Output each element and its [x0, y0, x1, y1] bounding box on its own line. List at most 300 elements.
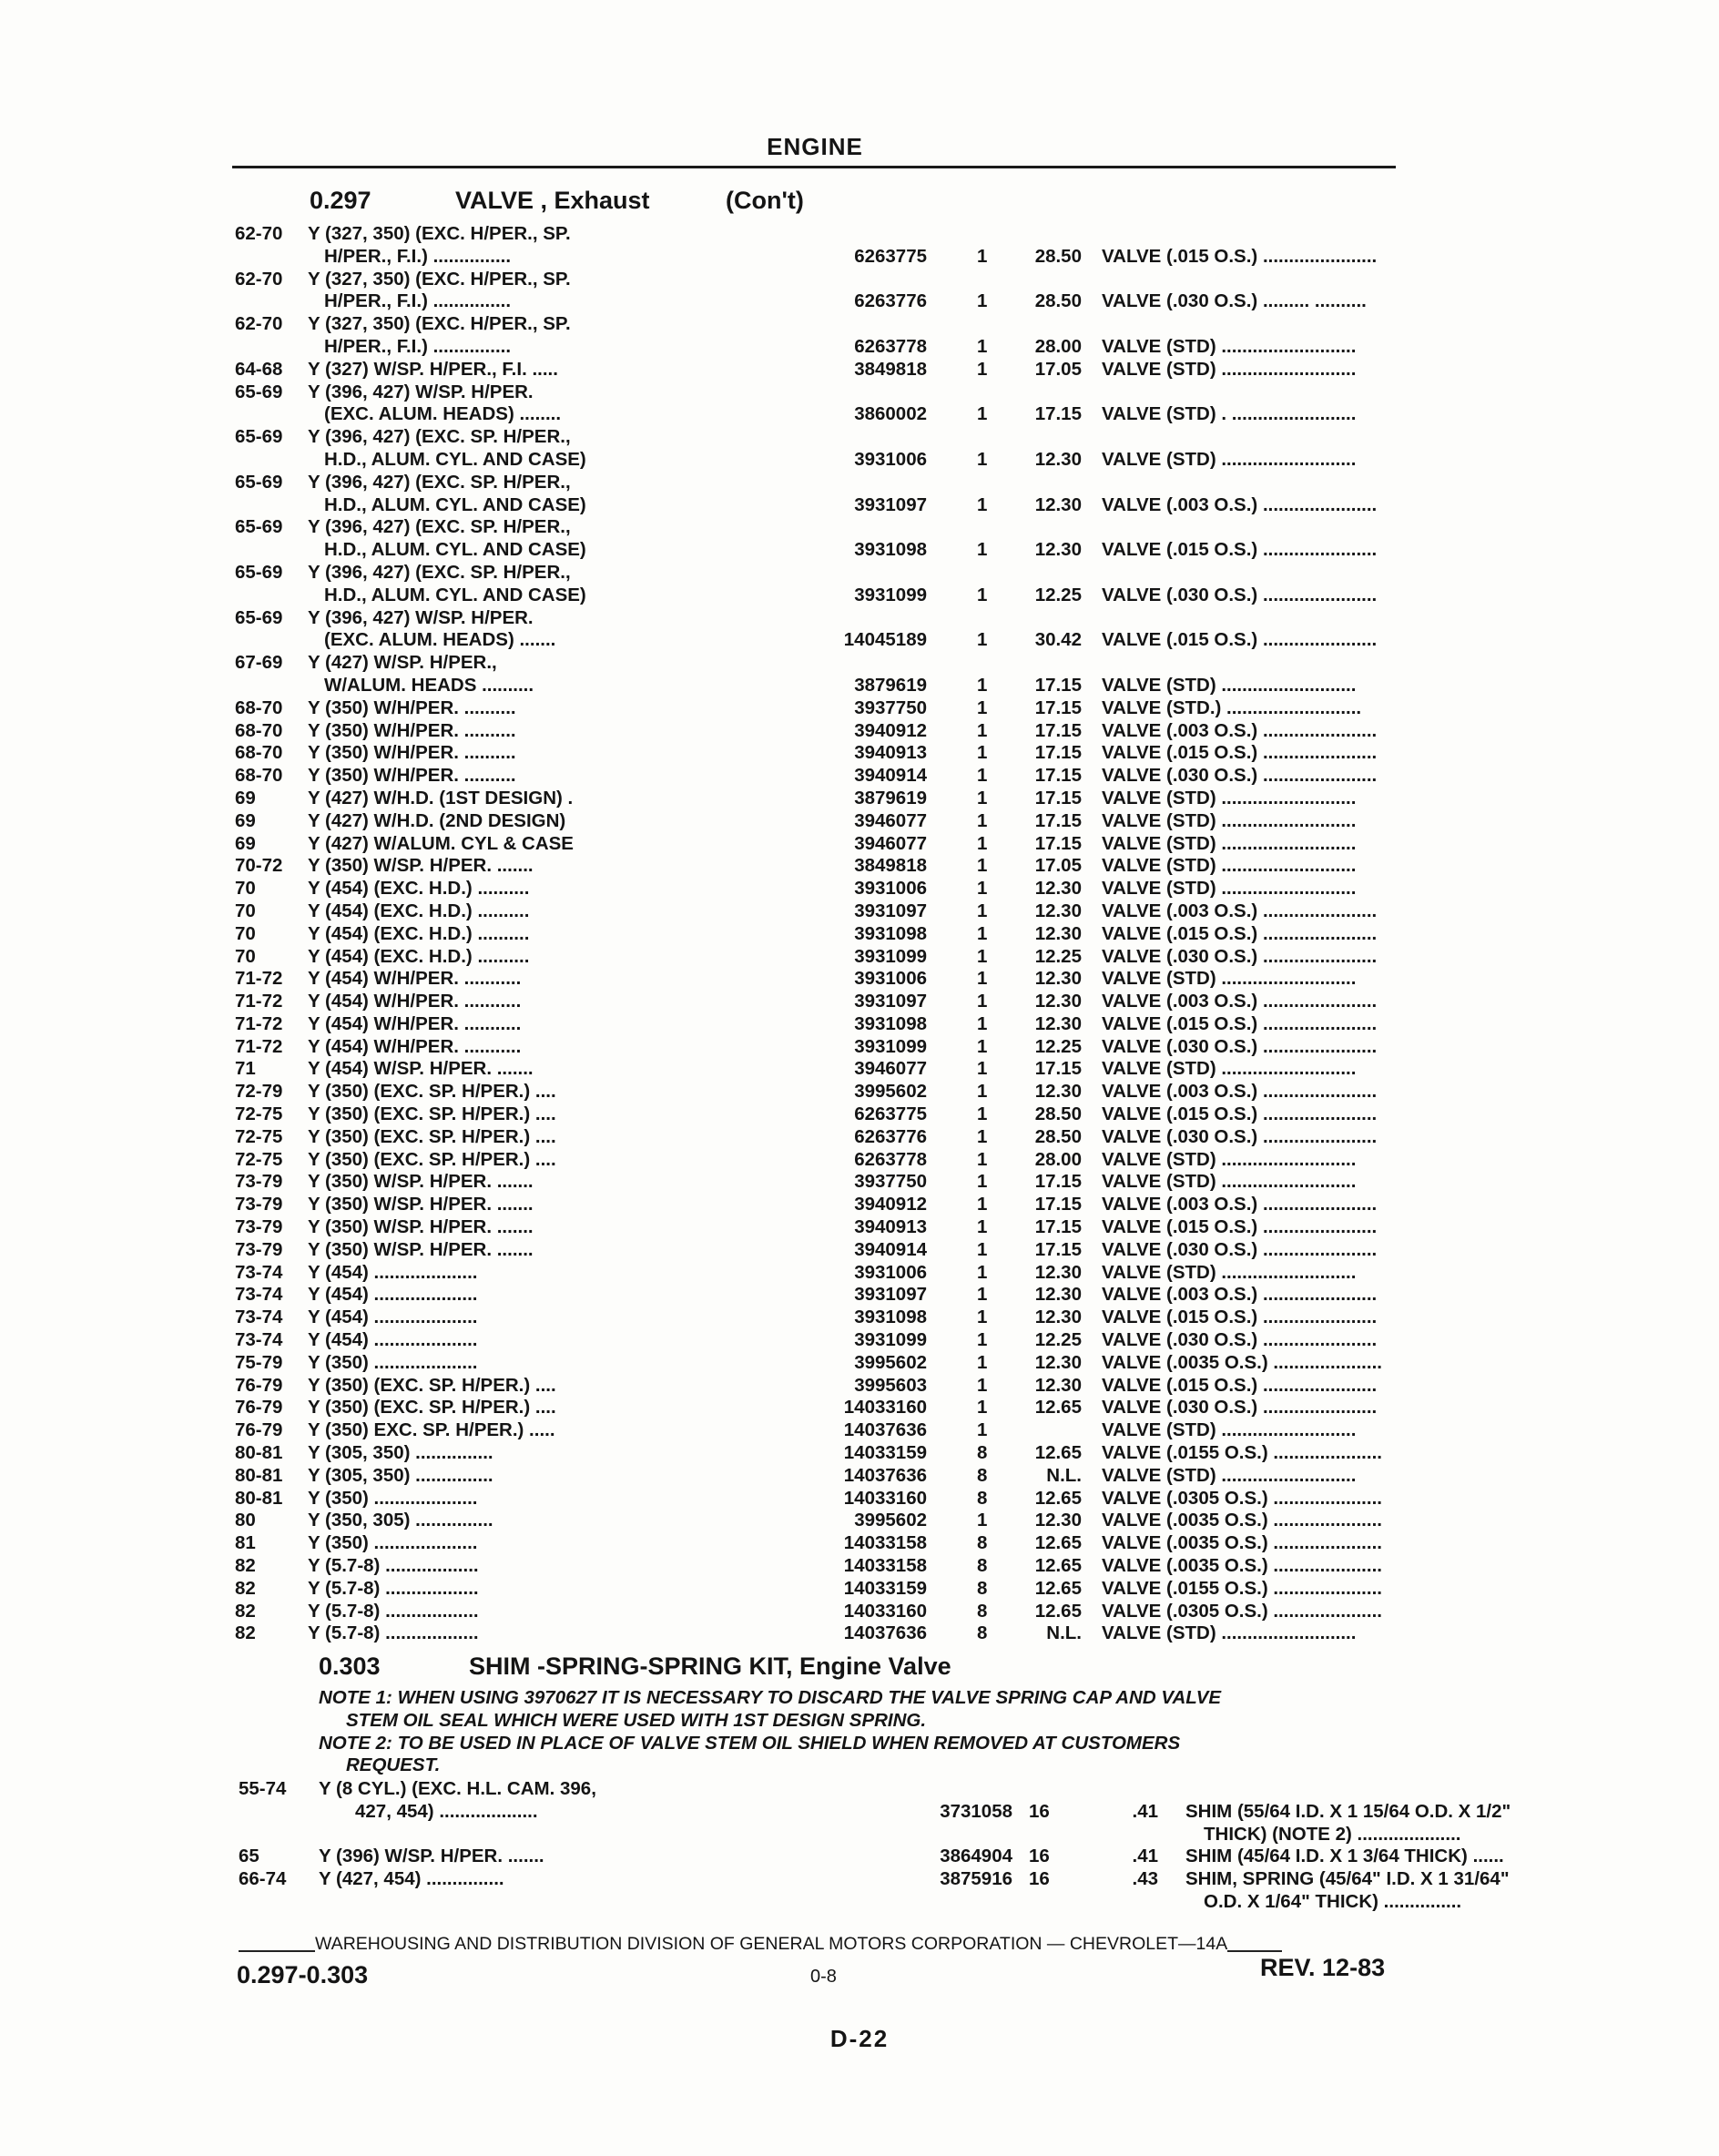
price: 12.65: [1034, 1397, 1082, 1419]
part-number: 3931097: [854, 991, 927, 1012]
table-row: [235, 381, 1409, 404]
part-number: 3879619: [854, 674, 927, 696]
table-row: [235, 1171, 1409, 1194]
quantity: 1: [977, 991, 988, 1012]
item-description: VALVE (.030 O.S.) ......................: [1102, 1397, 1378, 1419]
table-row: [235, 1601, 1409, 1623]
item-description: VALVE (STD) ..........................: [1102, 448, 1357, 470]
part-number: 6263775: [854, 1103, 927, 1125]
quantity: 1: [977, 922, 988, 944]
page-header: ENGINE: [767, 133, 863, 160]
part-number: 14033158: [843, 1532, 927, 1554]
table-row: [235, 675, 1409, 697]
model-year: 62-70: [235, 313, 283, 335]
quantity: 1: [977, 787, 988, 808]
application: Y (396) W/SP. H/PER. .......: [319, 1846, 544, 1867]
item-description: VALVE (STD) ..........................: [1102, 878, 1357, 900]
table-row: [235, 900, 1409, 923]
price: 28.50: [1034, 1125, 1082, 1147]
part-number: 3931098: [854, 1012, 927, 1034]
part-number: 3931098: [854, 1307, 927, 1328]
model-year: 73-74: [235, 1284, 283, 1306]
quantity: 8: [977, 1487, 988, 1509]
table-row: [235, 494, 1409, 517]
price: 12.25: [1034, 1329, 1082, 1351]
quantity: 1: [977, 1351, 988, 1373]
application: Y (350) ....................: [308, 1532, 478, 1554]
model-year: 66-74: [239, 1868, 287, 1890]
quantity: 1: [977, 403, 988, 425]
application: Y (350) ....................: [308, 1351, 478, 1373]
application: H/PER., F.I.) ...............: [324, 245, 512, 267]
footer-center-code: 0-8: [810, 1967, 837, 1987]
application: H/PER., F.I.) ...............: [324, 335, 512, 357]
price: 17.15: [1034, 832, 1082, 854]
part-number: 3860002: [854, 403, 927, 425]
part-number: 14033160: [843, 1397, 927, 1419]
table-row: [235, 1555, 1409, 1578]
item-description: VALVE (.003 O.S.) ......................: [1102, 1194, 1378, 1215]
quantity: 8: [977, 1532, 988, 1554]
price: 30.42: [1034, 629, 1082, 651]
table-row: [235, 923, 1409, 946]
part-number: 3995603: [854, 1374, 927, 1396]
application: Y (327, 350) (EXC. H/PER., SP.: [308, 313, 571, 335]
application: Y (427) W/H.D. (2ND DESIGN): [308, 809, 566, 831]
application: H.D., ALUM. CYL. AND CASE): [324, 448, 586, 470]
price: N.L.: [1046, 1464, 1082, 1486]
quantity: 16: [1029, 1846, 1050, 1867]
model-year: 73-79: [235, 1238, 283, 1260]
item-description: VALVE (.003 O.S.) ......................: [1102, 991, 1378, 1012]
table-row: [239, 1800, 1511, 1824]
item-description: VALVE (STD) ..........................: [1102, 674, 1357, 696]
model-year: 65-69: [235, 606, 283, 628]
quantity: 1: [977, 855, 988, 877]
model-year: 80-81: [235, 1442, 283, 1464]
table-row: [235, 1488, 1409, 1510]
model-year: 72-75: [235, 1103, 283, 1125]
price: .41: [1132, 1846, 1158, 1867]
section-0297-title: VALVE , Exhaust: [455, 187, 650, 214]
quantity: 1: [977, 1125, 988, 1147]
table-row: [235, 472, 1409, 494]
application: Y (350) W/SP. H/PER. .......: [308, 1194, 534, 1215]
application: Y (396, 427) (EXC. SP. H/PER.,: [308, 516, 571, 538]
part-number: 3849818: [854, 855, 927, 877]
table-row: [235, 516, 1409, 539]
quantity: 1: [977, 1307, 988, 1328]
item-description: THICK) (NOTE 2) ....................: [1204, 1823, 1461, 1845]
footer-rule-left: [239, 1934, 315, 1952]
model-year: 64-68: [235, 358, 283, 380]
model-year: 73-74: [235, 1307, 283, 1328]
model-year: 68-70: [235, 765, 283, 787]
quantity: 16: [1029, 1800, 1050, 1822]
application: Y (454) ....................: [308, 1307, 478, 1328]
model-year: 80-81: [235, 1464, 283, 1486]
application: Y (350) W/H/PER. ..........: [308, 697, 516, 718]
item-description: SHIM (55/64 I.D. X 1 15/64 O.D. X 1/2": [1185, 1800, 1511, 1822]
part-number: 3937750: [854, 697, 927, 718]
part-number: 6263776: [854, 1125, 927, 1147]
part-number: 3931097: [854, 900, 927, 921]
note-line: NOTE 1: WHEN USING 3970627 IT IS NECESSARY TO DISCARD THE VALVE SPRING CAP AND VALVE: [319, 1687, 1222, 1708]
model-year: 55-74: [239, 1778, 287, 1799]
price: 17.15: [1034, 1194, 1082, 1215]
item-description: VALVE (.015 O.S.) ......................: [1102, 629, 1378, 651]
item-description: VALVE (.0155 O.S.) .....................: [1102, 1442, 1382, 1464]
price: 17.15: [1034, 1238, 1082, 1260]
model-year: 65-69: [235, 561, 283, 583]
item-description: VALVE (.030 O.S.) ......................: [1102, 1125, 1378, 1147]
price: 12.65: [1034, 1577, 1082, 1599]
price: 12.30: [1034, 539, 1082, 561]
part-number: 3946077: [854, 809, 927, 831]
application: Y (454) (EXC. H.D.) ..........: [308, 945, 530, 967]
part-number: 6263776: [854, 290, 927, 312]
model-year: 76-79: [235, 1397, 283, 1419]
item-description: VALVE (.0035 O.S.) .....................: [1102, 1510, 1382, 1531]
model-year: 65-69: [235, 381, 283, 402]
quantity: 1: [977, 697, 988, 718]
item-description: VALVE (STD) ..........................: [1102, 1464, 1357, 1486]
table-row: [235, 290, 1409, 313]
model-year: 71-72: [235, 968, 283, 990]
item-description: VALVE (.030 O.S.) ......................: [1102, 1035, 1378, 1057]
table-row: [235, 946, 1409, 969]
part-number: 3931006: [854, 448, 927, 470]
price: 12.25: [1034, 945, 1082, 967]
model-year: 73-79: [235, 1194, 283, 1215]
quantity: 1: [977, 832, 988, 854]
price: 17.15: [1034, 809, 1082, 831]
part-number: 3875916: [940, 1868, 1012, 1890]
item-description: VALVE (STD) ..........................: [1102, 787, 1357, 808]
price: .41: [1132, 1800, 1158, 1822]
quantity: 1: [977, 629, 988, 651]
price: 12.65: [1034, 1555, 1082, 1577]
table-row: [235, 1352, 1409, 1375]
footer-division-line: [239, 1934, 1404, 1955]
part-number: 3931006: [854, 968, 927, 990]
model-year: 82: [235, 1622, 256, 1644]
part-number: 3937750: [854, 1171, 927, 1193]
model-year: 68-70: [235, 742, 283, 764]
part-number: 6263778: [854, 335, 927, 357]
price: 17.15: [1034, 1216, 1082, 1238]
application: H.D., ALUM. CYL. AND CASE): [324, 493, 586, 515]
table-row: [235, 1149, 1409, 1172]
footer-section-range: 0.297-0.303: [237, 1961, 369, 1988]
table-row: [235, 1103, 1409, 1126]
item-description: VALVE (.0305 O.S.) .....................: [1102, 1600, 1382, 1622]
item-description: VALVE (.015 O.S.) ......................: [1102, 922, 1378, 944]
table-row: [235, 585, 1409, 607]
price: 28.50: [1034, 1103, 1082, 1125]
model-year: 65-69: [235, 516, 283, 538]
table-row: [235, 562, 1409, 585]
application: Y (5.7-8) ..................: [308, 1600, 479, 1622]
table-row: [235, 788, 1409, 810]
part-number: 3995602: [854, 1351, 927, 1373]
part-number: 3931099: [854, 1329, 927, 1351]
item-description: VALVE (STD) ..........................: [1102, 855, 1357, 877]
model-year: 76-79: [235, 1419, 283, 1441]
application: Y (327, 350) (EXC. H/PER., SP.: [308, 223, 571, 244]
table-row: [235, 359, 1409, 381]
price: 17.15: [1034, 765, 1082, 787]
table-row: [235, 1622, 1409, 1645]
model-year: 71-72: [235, 1012, 283, 1034]
part-number: 3931099: [854, 1035, 927, 1057]
application: H.D., ALUM. CYL. AND CASE): [324, 539, 586, 561]
price: 12.65: [1034, 1532, 1082, 1554]
quantity: 1: [977, 1035, 988, 1057]
quantity: 1: [977, 335, 988, 357]
item-description: VALVE (.015 O.S.) ......................: [1102, 1374, 1378, 1396]
application: H/PER., F.I.) ...............: [324, 290, 512, 312]
application: Y (454) W/H/PER. ...........: [308, 1035, 522, 1057]
application: Y (454) (EXC. H.D.) ..........: [308, 922, 530, 944]
quantity: 1: [977, 878, 988, 900]
application: Y (427) W/H.D. (1ST DESIGN) .: [308, 787, 574, 808]
table-row: [235, 991, 1409, 1013]
application: Y (305, 350) ...............: [308, 1464, 493, 1486]
quantity: 1: [977, 1374, 988, 1396]
price: 12.30: [1034, 1012, 1082, 1034]
part-number: 6263775: [854, 245, 927, 267]
table-row: [235, 1262, 1409, 1285]
table-row: [235, 1013, 1409, 1036]
application: Y (350) (EXC. SP. H/PER.) ....: [308, 1148, 556, 1170]
quantity: 1: [977, 809, 988, 831]
price: 28.00: [1034, 1148, 1082, 1170]
part-number: 14045189: [843, 629, 927, 651]
quantity: 1: [977, 245, 988, 267]
application: Y (454) W/SP. H/PER. .......: [308, 1058, 534, 1080]
quantity: 1: [977, 900, 988, 921]
quantity: 1: [977, 1148, 988, 1170]
price: 12.30: [1034, 1510, 1082, 1531]
application: Y (350, 305) ...............: [308, 1510, 493, 1531]
quantity: 16: [1029, 1868, 1050, 1890]
section-0297-cont: (Con't): [726, 187, 804, 214]
price: 12.65: [1034, 1442, 1082, 1464]
item-description: VALVE (.015 O.S.) ......................: [1102, 1307, 1378, 1328]
price: 12.30: [1034, 1351, 1082, 1373]
item-description: VALVE (.030 O.S.) ......................: [1102, 1238, 1378, 1260]
part-number: 3731058: [940, 1800, 1012, 1822]
quantity: 1: [977, 674, 988, 696]
application: Y (350) W/H/PER. ..........: [308, 719, 516, 741]
application: Y (350) (EXC. SP. H/PER.) ....: [308, 1103, 556, 1125]
item-description: VALVE (.015 O.S.) ......................: [1102, 539, 1378, 561]
item-description: VALVE (STD) ..........................: [1102, 1171, 1357, 1193]
application: 427, 454) ...................: [355, 1800, 538, 1822]
part-number: 14033159: [843, 1577, 927, 1599]
quantity: 1: [977, 945, 988, 967]
price: 12.30: [1034, 1307, 1082, 1328]
price: 17.15: [1034, 1171, 1082, 1193]
part-number: 3940913: [854, 1216, 927, 1238]
item-description: VALVE (.015 O.S.) ......................: [1102, 1103, 1378, 1125]
model-year: 70: [235, 878, 256, 900]
quantity: 1: [977, 719, 988, 741]
table-row: [235, 742, 1409, 765]
quantity: 1: [977, 1238, 988, 1260]
application: H.D., ALUM. CYL. AND CASE): [324, 584, 586, 605]
table-row: [235, 336, 1409, 359]
application: Y (5.7-8) ..................: [308, 1622, 479, 1644]
part-number: 14033159: [843, 1442, 927, 1464]
application: Y (454) (EXC. H.D.) ..........: [308, 878, 530, 900]
application: (EXC. ALUM. HEADS) .......: [324, 629, 556, 651]
price: 12.30: [1034, 448, 1082, 470]
part-number: 14037636: [843, 1464, 927, 1486]
table-row: [235, 1081, 1409, 1103]
section-0303-code: 0.303: [319, 1653, 381, 1680]
table-row: [235, 539, 1409, 562]
application: Y (350) EXC. SP. H/PER.) .....: [308, 1419, 555, 1441]
application: Y (427, 454) ...............: [319, 1868, 504, 1890]
part-number: 3931006: [854, 1261, 927, 1283]
application: Y (8 CYL.) (EXC. H.L. CAM. 396,: [319, 1778, 596, 1799]
application: Y (396, 427) (EXC. SP. H/PER.,: [308, 426, 571, 448]
note-line: REQUEST.: [346, 1754, 441, 1776]
model-year: 82: [235, 1577, 256, 1599]
table-row: [239, 1823, 1461, 1846]
quantity: 1: [977, 584, 988, 605]
footer-revision: REV. 12-83: [1260, 1954, 1386, 1981]
model-year: 69: [235, 809, 256, 831]
application: Y (327, 350) (EXC. H/PER., SP.: [308, 268, 571, 290]
part-number: 3940912: [854, 719, 927, 741]
quantity: 8: [977, 1577, 988, 1599]
model-year: 70: [235, 945, 256, 967]
quantity: 8: [977, 1464, 988, 1486]
price: 28.50: [1034, 290, 1082, 312]
model-year: 65-69: [235, 426, 283, 448]
application: Y (396, 427) (EXC. SP. H/PER.,: [308, 561, 571, 583]
model-year: 70: [235, 922, 256, 944]
application: Y (454) ....................: [308, 1284, 478, 1306]
part-number: 3946077: [854, 1058, 927, 1080]
model-year: 70-72: [235, 855, 283, 877]
part-number: 3946077: [854, 832, 927, 854]
price: 12.25: [1034, 584, 1082, 605]
table-row: [235, 810, 1409, 833]
application: Y (454) (EXC. H.D.) ..........: [308, 900, 530, 921]
quantity: 8: [977, 1622, 988, 1644]
price: 17.15: [1034, 674, 1082, 696]
table-row: [235, 1397, 1409, 1419]
part-number: 3849818: [854, 358, 927, 380]
quantity: 1: [977, 1058, 988, 1080]
table-row: [235, 878, 1409, 900]
price: 12.30: [1034, 1081, 1082, 1103]
table-row: [235, 855, 1409, 878]
part-number: 14037636: [843, 1622, 927, 1644]
item-description: VALVE (STD) ..........................: [1102, 335, 1357, 357]
table-row: [235, 1375, 1409, 1398]
application: W/ALUM. HEADS ..........: [324, 674, 534, 696]
model-year: 75-79: [235, 1351, 283, 1373]
model-year: 69: [235, 832, 256, 854]
application: (EXC. ALUM. HEADS) ........: [324, 403, 562, 425]
item-description: VALVE (.030 O.S.) ......................: [1102, 584, 1378, 605]
price: 12.30: [1034, 493, 1082, 515]
table-row: [235, 629, 1409, 652]
part-number: 3995602: [854, 1081, 927, 1103]
quantity: 1: [977, 968, 988, 990]
model-year: 68-70: [235, 719, 283, 741]
model-year: 82: [235, 1555, 256, 1577]
model-year: 65-69: [235, 471, 283, 493]
application: Y (350) (EXC. SP. H/PER.) ....: [308, 1125, 556, 1147]
item-description: VALVE (.030 O.S.) ......................: [1102, 1329, 1378, 1351]
model-year: 67-69: [235, 652, 283, 674]
quantity: 8: [977, 1600, 988, 1622]
application: Y (350) W/H/PER. ..........: [308, 765, 516, 787]
application: Y (350) ....................: [308, 1487, 478, 1509]
price: 12.30: [1034, 1284, 1082, 1306]
application: Y (350) W/SP. H/PER. .......: [308, 1238, 534, 1260]
table-row: [235, 765, 1409, 788]
part-number: 3879619: [854, 787, 927, 808]
application: Y (350) (EXC. SP. H/PER.) ....: [308, 1397, 556, 1419]
part-number: 3931097: [854, 493, 927, 515]
item-description: VALVE (.0035 O.S.) .....................: [1102, 1555, 1382, 1577]
part-number: 6263778: [854, 1148, 927, 1170]
price: 12.30: [1034, 878, 1082, 900]
quantity: 8: [977, 1555, 988, 1577]
application: Y (454) ....................: [308, 1329, 478, 1351]
price: 17.15: [1034, 1058, 1082, 1080]
table-row: [235, 607, 1409, 630]
table-row: [235, 833, 1409, 856]
application: Y (5.7-8) ..................: [308, 1555, 479, 1577]
part-number: 3931099: [854, 945, 927, 967]
table-row: [235, 1465, 1409, 1488]
part-number: 14037636: [843, 1419, 927, 1441]
table-row: [235, 269, 1409, 291]
part-number: 3931099: [854, 584, 927, 605]
table-row: [235, 1578, 1409, 1601]
item-description: VALVE (.0155 O.S.) .....................: [1102, 1577, 1382, 1599]
item-description: VALVE (.003 O.S.) ......................: [1102, 1284, 1378, 1306]
application: Y (396, 427) W/SP. H/PER.: [308, 381, 534, 402]
item-description: VALVE (.003 O.S.) ......................: [1102, 1081, 1378, 1103]
application: Y (427) W/ALUM. CYL & CASE: [308, 832, 574, 854]
application: Y (305, 350) ...............: [308, 1442, 493, 1464]
table-row: [235, 720, 1409, 743]
item-description: VALVE (.030 O.S.) ......................: [1102, 945, 1378, 967]
price: 17.05: [1034, 855, 1082, 877]
application: Y (396, 427) (EXC. SP. H/PER.,: [308, 471, 571, 493]
quantity: 1: [977, 358, 988, 380]
model-year: 72-75: [235, 1148, 283, 1170]
model-year: 62-70: [235, 268, 283, 290]
application: Y (350) W/H/PER. ..........: [308, 742, 516, 764]
item-description: VALVE (STD) . ........................: [1102, 403, 1357, 425]
item-description: VALVE (STD) ..........................: [1102, 1622, 1357, 1644]
price: 28.50: [1034, 245, 1082, 267]
model-year: 69: [235, 787, 256, 808]
model-year: 68-70: [235, 697, 283, 718]
quantity: 1: [977, 1284, 988, 1306]
shim-parts-table: [239, 1778, 1511, 1914]
